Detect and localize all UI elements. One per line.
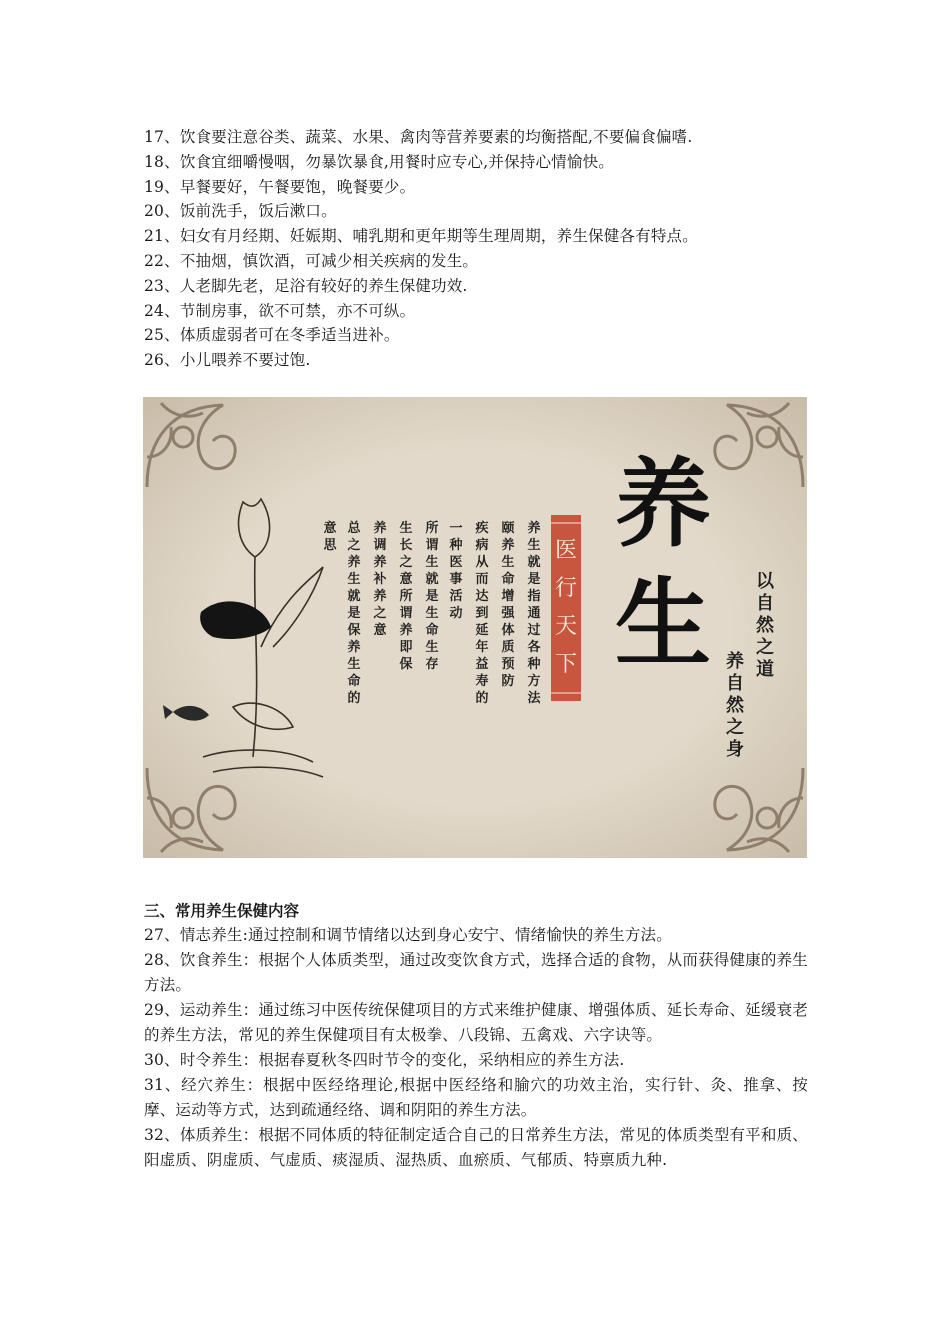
list-item: 24、节制房事，欲不可禁，亦不可纵。: [144, 301, 416, 320]
numbered-list-bottom: [144, 923, 808, 1173]
list-item: 19、早餐要好，午餐要饱，晚餐要少。: [144, 177, 416, 196]
list-item: 32、体质养生：根据不同体质的特征制定适合自己的日常养生方法，常见的体质类型有平和质、阳虚质、阴虚质、气虚质、痰湿质、湿热质、血瘀质、气郁质、特禀质九种.: [144, 1126, 808, 1169]
list-item: 20、饭前洗手，饭后漱口。: [144, 202, 337, 221]
list-item: 18、饮食宜细嚼慢咽，勿暴饮暴食,用餐时应专心,并保持心情愉快。: [144, 152, 614, 171]
seal-text: 医行天下: [554, 538, 578, 677]
text-column: 一种医事活动: [449, 521, 463, 621]
text-column: 意思: [323, 521, 337, 553]
list-item: 17、饮食要注意谷类、蔬菜、水果、禽肉等营养要素的均衡搭配,不要偏食偏嗜.: [144, 128, 693, 146]
text-column: 总之养生就是保养生命的: [347, 521, 361, 706]
list-item: 31、经穴养生：根据中医经络理论,根据中医经络和腧穴的功效主治，实行针、灸、推拿、按摩、运动等方式，达到疏通经络、调和阴阳的养生方法。: [144, 1076, 808, 1119]
text-column: 疾病从而达到延年益寿的: [475, 521, 489, 706]
text-column: 养调养补养之意: [373, 521, 387, 638]
title-calligraphy: 养生: [615, 447, 711, 680]
list-item: 27、情志养生:通过控制和调节情绪以达到身心安宁、情绪愉快的养生方法。: [144, 926, 672, 944]
list-item: 28、饮食养生：根据个人体质类型，通过改变饮食方式，选择合适的食物，从而获得健康的养生方法。: [144, 951, 808, 994]
motto-text: 养自然之身: [726, 651, 744, 760]
list-item: 26、小儿喂养不要过饱.: [144, 351, 311, 370]
list-item: 29、运动养生：通过练习中医传统保健项目的方式来维护健康、增强体质、延长寿命、延缓衰老的养生方法，常见的养生保健项目有太极拳、八段锦、五禽戏、六字诀等。: [144, 1001, 808, 1044]
list-item: 30、时令养生：根据春夏秋冬四时节令的变化，采纳相应的养生方法.: [144, 1051, 625, 1069]
list-item: 25、体质虚弱者可在冬季适当进补。: [144, 326, 400, 345]
list-item: 22、不抽烟，慎饮酒，可减少相关疾病的发生。: [144, 251, 479, 270]
text-column: 颐养生命增强体质预防: [501, 521, 515, 689]
yangsheng-illustration: [143, 397, 807, 858]
text-column: 所谓生就是生命生存: [425, 521, 439, 672]
section-heading: 三、常用养生保健内容: [144, 902, 300, 920]
numbered-list-top: [144, 125, 824, 373]
list-item: 23、人老脚先老，足浴有较好的养生保健功效.: [144, 276, 468, 295]
motto-text: 以自然之道: [756, 571, 774, 680]
text-column: 生长之意所谓养即保: [399, 521, 413, 672]
text-column: 养生就是指通过各种方法: [527, 521, 541, 706]
list-item: 21、妇女有月经期、妊娠期、哺乳期和更年期等生理周期，养生保健各有特点。: [144, 227, 698, 246]
